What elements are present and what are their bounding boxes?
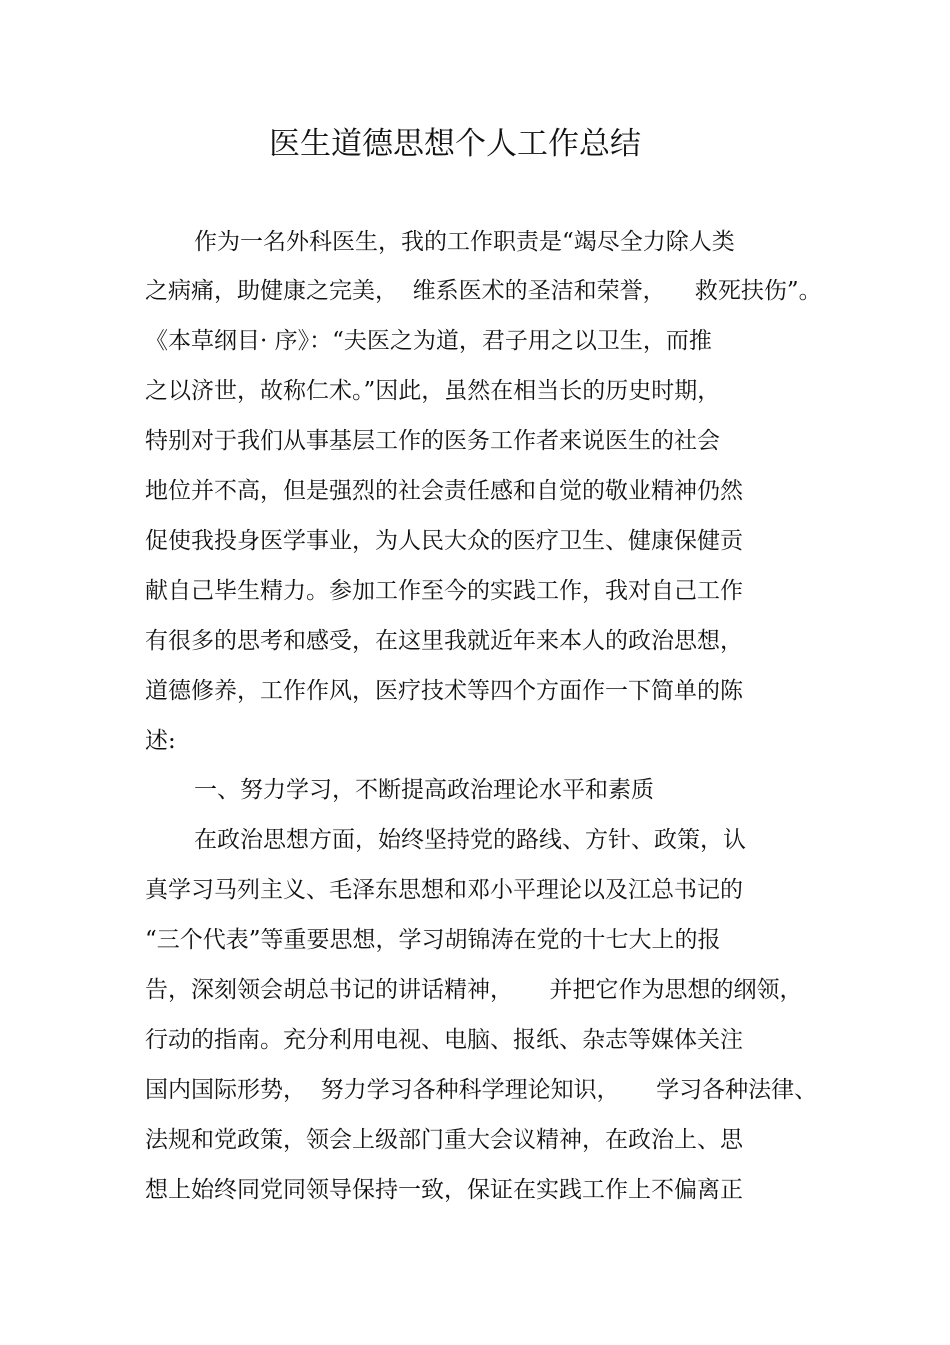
body-line: 之以济世，故称仁术。”因此，虽然在相当长的历史时期， — [145, 378, 721, 404]
body-line: 促使我投身医学事业，为人民大众的医疗卫生、健康保健贡 — [145, 528, 743, 554]
body-line: 之病痛，助健康之完美， 维系医术的圣洁和荣誉， 救死扶伤”。 — [145, 278, 822, 304]
body-line: 告，深刻领会胡总书记的讲话精神， 并把它作为思想的纲领， — [145, 977, 803, 1003]
body-line: 国内国际形势， 努力学习各种科学理论知识， 学习各种法律、 — [145, 1077, 818, 1103]
body-line: 地位并不高，但是强烈的社会责任感和自觉的敬业精神仍然 — [145, 478, 743, 504]
body-line: 行动的指南。充分利用电视、电脑、报纸、杂志等媒体关注 — [145, 1027, 743, 1053]
body-line: 道德修养，工作作风，医疗技术等四个方面作一下简单的陈 — [145, 678, 743, 704]
section-heading: 一、努力学习，不断提高政治理论水平和素质 — [194, 777, 654, 803]
body-line: 特别对于我们从事基层工作的医务工作者来说医生的社会 — [145, 428, 720, 454]
body-line: 作为一名外科医生，我的工作职责是“竭尽全力除人类 — [194, 229, 735, 255]
body-line: 献自己毕生精力。参加工作至今的实践工作，我对自己工作 — [145, 578, 743, 604]
body-line: 法规和党政策，领会上级部门重大会议精神，在政治上、思 — [145, 1127, 743, 1153]
body-line: 述: — [145, 728, 176, 754]
document-title: 医生道德思想个人工作总结 — [269, 126, 641, 162]
body-line: “三个代表”等重要思想，学习胡锦涛在党的十七大上的报 — [145, 927, 721, 953]
body-line: 想上始终同党同领导保持一致，保证在实践工作上不偏离正 — [145, 1177, 743, 1203]
body-line: 真学习马列主义、毛泽东思想和邓小平理论以及江总书记的 — [145, 877, 743, 903]
body-line: 在政治思想方面，始终坚持党的路线、方针、政策，认 — [194, 827, 746, 853]
body-line: 《本草纲目· 序》：“夫医之为道，君子用之以卫生，而推 — [145, 328, 712, 354]
body-line: 有很多的思考和感受，在这里我就近年来本人的政治思想， — [145, 628, 743, 654]
